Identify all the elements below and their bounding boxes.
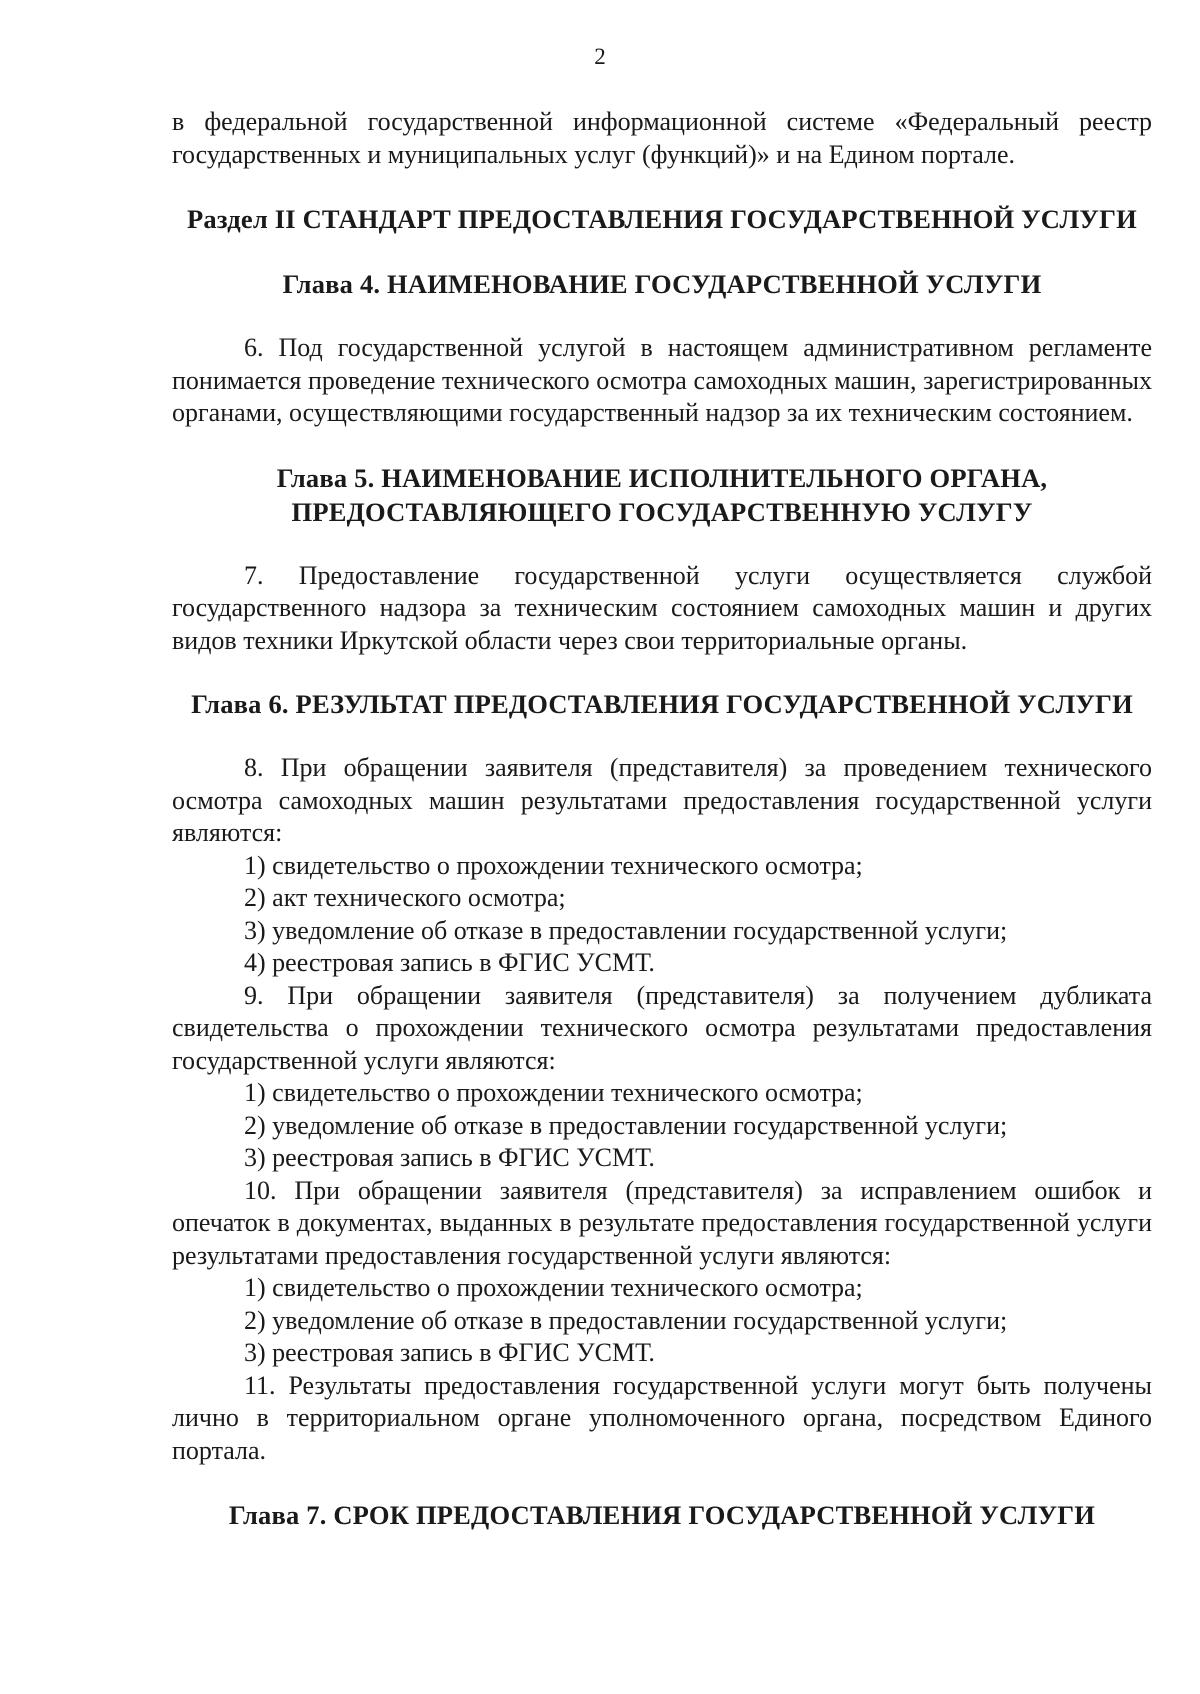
- paragraph-11: 11. Результаты предоставления государственной услуги могут быть получены лично в территориальном органе уполномоченного органа, посредством Единого портала.: [172, 1370, 1152, 1465]
- list-item: 1) свидетельство о прохождении технического осмотра;: [244, 850, 863, 880]
- chapter-4-heading: Глава 4. НАИМЕНОВАНИЕ ГОСУДАРСТВЕННОЙ УСЛУГИ: [282, 269, 1042, 299]
- list-item: 4) реестровая запись в ФГИС УСМТ.: [244, 948, 655, 977]
- chapter-7-heading: Глава 7. СРОК ПРЕДОСТАВЛЕНИЯ ГОСУДАРСТВЕННОЙ УСЛУГИ: [228, 1500, 1096, 1530]
- list-item: 2) уведомление об отказе в предоставлении государственной услуги;: [244, 1305, 1008, 1335]
- list-item: 1) свидетельство о прохождении технического осмотра;: [244, 1273, 863, 1302]
- document-body: [172, 106, 1152, 1532]
- page-number: 2: [594, 44, 606, 69]
- paragraph-7: 7. Предоставление государственной услуги осуществляется службой государственного надзора за техническим состоянием самоходных машин и других видов техники Иркутской области через свои территориальные органы.: [172, 560, 1152, 655]
- paragraph-6: 6. Под государственной услугой в настоящем административном регламенте понимается проведение технического осмотра самоходных машин, зарегистрированных органами, осуществляющими государственный надзор за их техническим состоянием.: [172, 333, 1152, 427]
- chapter-5-heading-line-2: ПРЕДОСТАВЛЯЮЩЕГО ГОСУДАРСТВЕННУЮ УСЛУГУ: [291, 496, 1033, 527]
- list-item: 2) уведомление об отказе в предоставлении государственной услуги;: [244, 1110, 1008, 1140]
- chapter-5-heading-line-1: Глава 5. НАИМЕНОВАНИЕ ИСПОЛНИТЕЛЬНОГО ОРГАНА,: [276, 462, 1048, 493]
- intro-paragraph: в федеральной государственной информационной системе «Федеральный реестр государственных и муниципальных услуг (функций)» и на Едином портале.: [172, 107, 1152, 169]
- list-item: 3) реестровая запись в ФГИС УСМТ.: [244, 1143, 655, 1172]
- list-item: 3) реестровая запись в ФГИС УСМТ.: [244, 1338, 655, 1367]
- chapter-6-heading: Глава 6. РЕЗУЛЬТАТ ПРЕДОСТАВЛЕНИЯ ГОСУДАРСТВЕННОЙ УСЛУГИ: [191, 689, 1133, 719]
- list-item: 1) свидетельство о прохождении технического осмотра;: [244, 1078, 863, 1107]
- section-heading: Раздел II СТАНДАРТ ПРЕДОСТАВЛЕНИЯ ГОСУДАРСТВЕННОЙ УСЛУГИ: [187, 204, 1137, 234]
- paragraph-10: 10. При обращении заявителя (представителя) за исправлением ошибок и опечаток в документах, выданных в результате предоставления государственной услуги результатами предоставления государственной услуги являются:: [172, 1175, 1152, 1270]
- chapter-5-heading: [172, 461, 1152, 529]
- paragraph-8: 8. При обращении заявителя (представителя) за проведением технического осмотра самоходных машин результатами предоставления государственной услуги являются:: [172, 753, 1152, 847]
- list-item: 2) акт технического осмотра;: [244, 883, 566, 912]
- list-item: 3) уведомление об отказе в предоставлении государственной услуги;: [244, 915, 1008, 945]
- paragraph-9: 9. При обращении заявителя (представителя) за получением дубликата свидетельства о прохождении технического осмотра результатами предоставления государственной услуги являются:: [172, 980, 1152, 1075]
